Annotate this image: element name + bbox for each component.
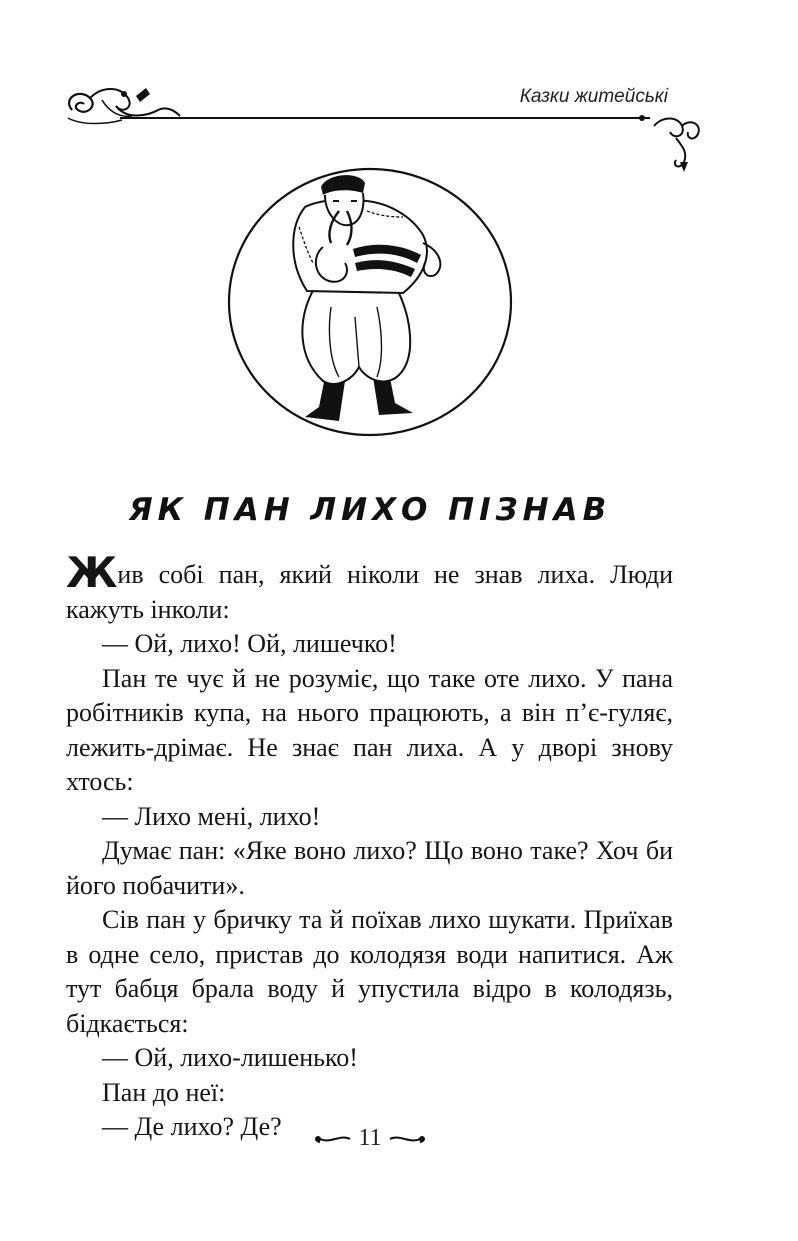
page-header bbox=[0, 0, 798, 180]
folio-flourish-right-icon bbox=[388, 1132, 428, 1146]
story-paragraph: Думає пан: «Яке воно лихо? Що воно таке? Хоч би його побачити». bbox=[66, 836, 673, 900]
story-paragraph: Пан те чує й не розуміє, що таке оте лихо. У пана робітників купа, на нього працюють, а він п’є-гуляє, лежить-дрімає. Не знає пан лиха. А у дворі знову хтось: bbox=[66, 663, 673, 796]
page-footer bbox=[0, 1125, 740, 1152]
page-number: 11 bbox=[358, 1125, 382, 1151]
story-paragraph: Сів пан у бричку та й поїхав лихо шукати. Приїхав в одне село, пристав до колодязя води напитися. Аж тут бабця брала воду й упустила відро в колодязь, бідкається: bbox=[66, 905, 673, 1038]
corner-ornament-left-icon bbox=[62, 80, 182, 130]
header-rule bbox=[120, 117, 650, 119]
corner-ornament-right-icon bbox=[636, 112, 706, 174]
story-paragraph: — Лихо мені, лихо! bbox=[102, 801, 321, 831]
running-title: Казки житейські bbox=[519, 86, 668, 107]
story-paragraph: Пан до неї: bbox=[102, 1077, 226, 1107]
cossack-pan-illustration bbox=[227, 167, 513, 437]
drop-cap: Ж bbox=[66, 548, 118, 597]
story-title: ЯК ПАН ЛИХО ПІЗНАВ bbox=[128, 492, 612, 528]
story-paragraph: — Ой, лихо-лишенько! bbox=[102, 1043, 358, 1072]
story-paragraph: Жив собі пан, який ніколи не знав лиха. Люди кажуть інколи: bbox=[66, 548, 673, 624]
folio-flourish-left-icon bbox=[312, 1132, 352, 1146]
story-text bbox=[66, 548, 673, 1145]
story-paragraph: — Де лихо? Де? bbox=[102, 1112, 282, 1141]
story-paragraph: — Ой, лихо! Ой, лишечко! bbox=[102, 629, 397, 658]
